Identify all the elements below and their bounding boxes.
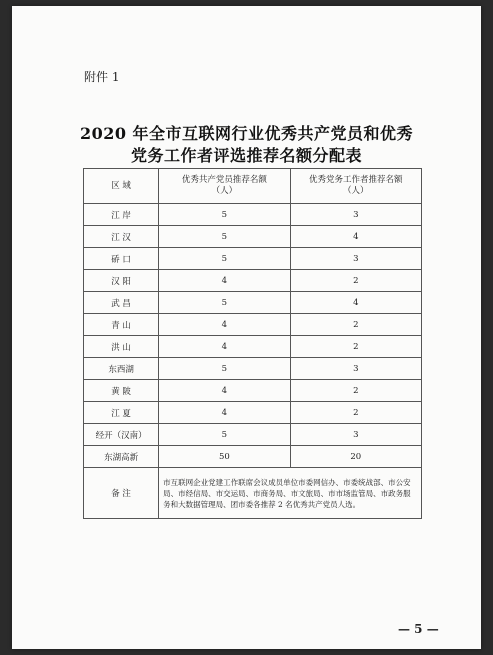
table-header-row — [84, 169, 422, 204]
cell-party-worker-quota: 3 — [290, 248, 421, 270]
header-party-worker-quota-text: 优秀党务工作者推荐名额 （人） — [309, 175, 403, 196]
cell-region: 江 汉 — [84, 226, 159, 248]
table-row — [84, 314, 422, 336]
cell-region: 硚 口 — [84, 248, 159, 270]
header-party-worker-quota — [290, 169, 421, 204]
attachment-label: 附件 1 — [84, 70, 120, 84]
cell-party-member-quota: 4 — [159, 336, 290, 358]
table-row — [84, 226, 422, 248]
cell-party-member-quota: 5 — [159, 204, 290, 226]
header-region: 区 域 — [84, 169, 159, 204]
table-row — [84, 380, 422, 402]
cell-party-worker-quota: 2 — [290, 270, 421, 292]
cell-region: 江 夏 — [84, 402, 159, 424]
table-row — [84, 402, 422, 424]
table-row — [84, 292, 422, 314]
cell-party-member-quota: 4 — [159, 314, 290, 336]
table-body — [84, 204, 422, 519]
cell-party-worker-quota: 20 — [290, 446, 421, 468]
cell-region: 洪 山 — [84, 336, 159, 358]
cell-party-worker-quota: 4 — [290, 292, 421, 314]
table-row — [84, 358, 422, 380]
cell-party-member-quota: 5 — [159, 424, 290, 446]
cell-party-worker-quota: 2 — [290, 380, 421, 402]
header-party-member-quota — [159, 169, 290, 204]
cell-party-member-quota: 4 — [159, 270, 290, 292]
cell-party-worker-quota: 4 — [290, 226, 421, 248]
table-row — [84, 336, 422, 358]
note-text: 市互联网企业党建工作联席会议成员单位市委网信办、市委统战部、市公安局、市经信局、市交运局、市商务局、市文旅局、市市场监管局、市政务服务和大数据管理局、团市委各推荐 2 名优秀共产党员人选。 — [159, 468, 422, 519]
cell-region: 东湖高新 — [84, 446, 159, 468]
cell-region: 青 山 — [84, 314, 159, 336]
cell-region: 汉 阳 — [84, 270, 159, 292]
page-number: — 5 — — [398, 622, 439, 636]
cell-party-worker-quota: 2 — [290, 314, 421, 336]
note-label: 备 注 — [84, 468, 159, 519]
table-row — [84, 270, 422, 292]
table-row — [84, 446, 422, 468]
cell-party-worker-quota: 3 — [290, 358, 421, 380]
cell-region: 武 昌 — [84, 292, 159, 314]
cell-party-member-quota: 5 — [159, 358, 290, 380]
cell-party-member-quota: 5 — [159, 292, 290, 314]
table-note-row — [84, 468, 422, 519]
cell-party-worker-quota: 2 — [290, 402, 421, 424]
cell-party-member-quota: 5 — [159, 226, 290, 248]
cell-party-member-quota: 5 — [159, 248, 290, 270]
cell-party-worker-quota: 3 — [290, 424, 421, 446]
cell-party-member-quota: 50 — [159, 446, 290, 468]
cell-region: 江 岸 — [84, 204, 159, 226]
quota-table — [83, 168, 422, 519]
cell-party-worker-quota: 3 — [290, 204, 421, 226]
document-page — [12, 6, 481, 649]
cell-region: 东西湖 — [84, 358, 159, 380]
table-row — [84, 248, 422, 270]
header-party-member-quota-text: 优秀共产党员推荐名额 （人） — [181, 175, 267, 196]
cell-party-worker-quota: 2 — [290, 336, 421, 358]
cell-party-member-quota: 4 — [159, 380, 290, 402]
table-row — [84, 424, 422, 446]
title-line-1: 2020 年全市互联网行业优秀共产党员和优秀 — [79, 124, 414, 143]
cell-party-member-quota: 4 — [159, 402, 290, 424]
table-row — [84, 204, 422, 226]
cell-region: 黄 陂 — [84, 380, 159, 402]
cell-region: 经开（汉南） — [84, 424, 159, 446]
title-line-2: 党务工作者评选推荐名额分配表 — [130, 146, 362, 165]
